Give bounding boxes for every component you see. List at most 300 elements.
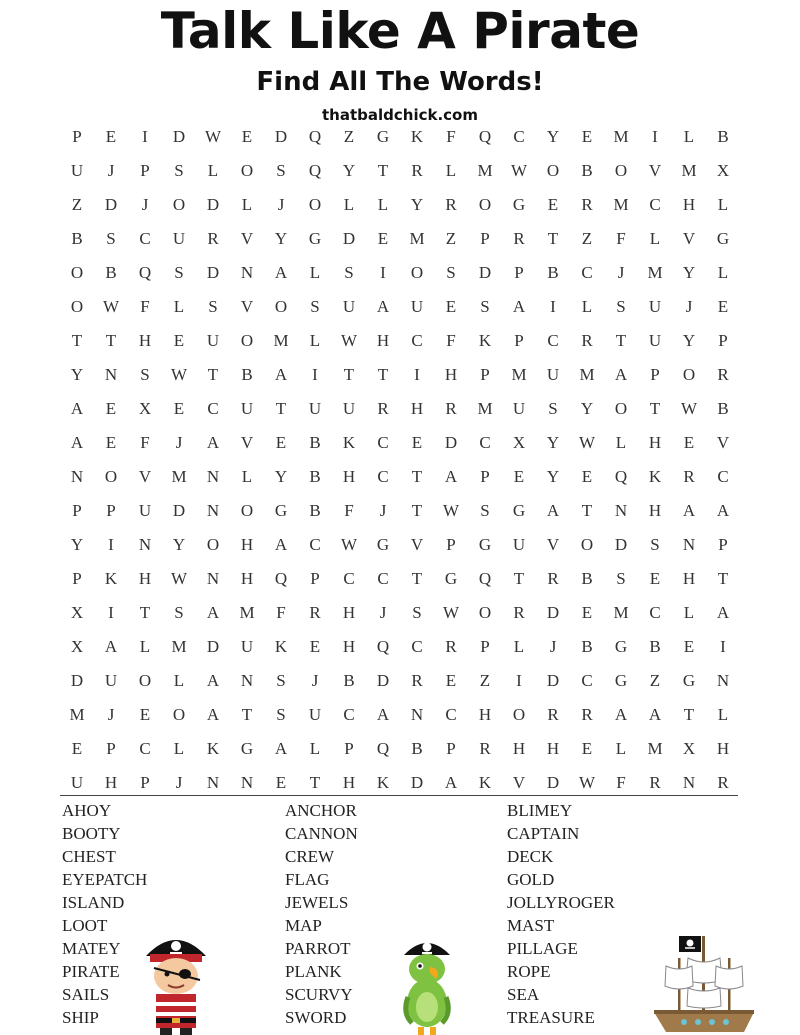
grid-letter: K xyxy=(410,127,424,146)
grid-letter: T xyxy=(275,399,287,418)
grid-letter: I xyxy=(380,263,386,282)
grid-row xyxy=(60,426,740,460)
grid-letter: G xyxy=(512,195,526,214)
grid-letter: B xyxy=(105,263,117,282)
grid-letter: B xyxy=(71,229,83,248)
grid-letter: H xyxy=(104,773,118,792)
grid-letter: H xyxy=(342,637,356,656)
grid-letter: R xyxy=(581,195,593,214)
grid-letter: O xyxy=(614,399,628,418)
word-list-item: CREW xyxy=(285,847,335,866)
grid-letter: G xyxy=(376,127,390,146)
grid-letter: M xyxy=(579,365,595,384)
grid-letter: T xyxy=(71,331,83,350)
grid-letter: U xyxy=(342,297,356,316)
grid-letter: S xyxy=(174,263,184,282)
grid-letter: J xyxy=(685,297,693,316)
grid-letter: U xyxy=(240,637,254,656)
grid-letter: B xyxy=(411,739,423,758)
grid-letter: G xyxy=(376,535,390,554)
word-list-column-1 xyxy=(62,799,147,1029)
grid-letter: K xyxy=(648,467,662,486)
grid-letter: E xyxy=(683,433,695,452)
grid-letter: S xyxy=(616,569,626,588)
grid-letter: N xyxy=(138,535,152,554)
grid-letter: C xyxy=(343,569,355,588)
word-list-item: CANNON xyxy=(285,824,358,843)
grid-letter: S xyxy=(446,263,456,282)
grid-letter: A xyxy=(274,739,288,758)
grid-letter: E xyxy=(445,297,457,316)
grid-letter: U xyxy=(648,331,662,350)
grid-letter: S xyxy=(616,297,626,316)
grid-letter: O xyxy=(308,195,322,214)
grid-letter: G xyxy=(240,739,254,758)
word-list-column-2 xyxy=(285,799,358,1029)
grid-letter: M xyxy=(613,603,629,622)
grid-letter: S xyxy=(310,297,320,316)
grid-letter: C xyxy=(479,433,491,452)
grid-letter: E xyxy=(105,433,117,452)
grid-letter: J xyxy=(549,637,557,656)
grid-letter: N xyxy=(240,263,254,282)
grid-letter: H xyxy=(376,331,390,350)
grid-letter: G xyxy=(444,569,458,588)
grid-letter: L xyxy=(581,297,593,316)
grid-letter: T xyxy=(411,569,423,588)
grid-letter: E xyxy=(275,433,287,452)
grid-letter: D xyxy=(410,773,424,792)
page-title: Talk Like A Pirate xyxy=(160,2,640,60)
grid-letter: X xyxy=(138,399,152,418)
grid-letter: R xyxy=(513,603,525,622)
grid-letter: X xyxy=(70,603,84,622)
grid-letter: C xyxy=(207,399,219,418)
word-list-item: EYEPATCH xyxy=(62,870,148,889)
grid-letter: P xyxy=(140,773,150,792)
grid-letter: P xyxy=(514,331,524,350)
grid-letter: A xyxy=(648,705,662,724)
grid-letter: S xyxy=(480,501,490,520)
grid-letter: V xyxy=(512,773,526,792)
grid-letter: E xyxy=(105,399,117,418)
grid-letter: Y xyxy=(546,433,560,452)
grid-letter: D xyxy=(342,229,356,248)
grid-letter: Q xyxy=(274,569,288,588)
grid-letter: Z xyxy=(479,671,491,690)
grid-letter: K xyxy=(104,569,118,588)
grid-letter: R xyxy=(411,671,423,690)
grid-letter: U xyxy=(104,671,118,690)
grid-letter: C xyxy=(547,331,559,350)
word-list-item: MAST xyxy=(507,916,555,935)
grid-letter: E xyxy=(105,127,117,146)
grid-letter: F xyxy=(344,501,354,520)
grid-letter: N xyxy=(206,501,220,520)
word-list-item: SEA xyxy=(507,985,540,1004)
grid-letter: O xyxy=(478,603,492,622)
grid-letter: S xyxy=(174,161,184,180)
grid-letter: O xyxy=(274,297,288,316)
grid-letter: N xyxy=(206,569,220,588)
grid-letter: I xyxy=(108,535,114,554)
grid-letter: L xyxy=(309,331,321,350)
grid-letter: D xyxy=(172,127,186,146)
word-list-column-3 xyxy=(507,799,615,1029)
grid-letter: U xyxy=(206,331,220,350)
grid-letter: U xyxy=(648,297,662,316)
grid-letter: C xyxy=(445,705,457,724)
grid-letter: Y xyxy=(70,365,84,384)
grid-letter: N xyxy=(716,671,730,690)
word-list-item: PARROT xyxy=(285,939,351,958)
grid-letter: B xyxy=(241,365,253,384)
grid-letter: U xyxy=(512,535,526,554)
grid-letter: Y xyxy=(546,127,560,146)
grid-letter: V xyxy=(682,229,696,248)
grid-letter: Q xyxy=(478,127,492,146)
grid-letter: B xyxy=(581,569,593,588)
grid-row xyxy=(60,154,740,188)
word-list-item: ISLAND xyxy=(62,893,125,912)
grid-letter: A xyxy=(274,263,288,282)
grid-letter: S xyxy=(276,671,286,690)
grid-letter: M xyxy=(477,399,493,418)
grid-letter: F xyxy=(140,433,150,452)
grid-letter: B xyxy=(309,501,321,520)
grid-letter: I xyxy=(312,365,318,384)
grid-letter: S xyxy=(650,535,660,554)
grid-letter: R xyxy=(479,739,491,758)
grid-letter: R xyxy=(411,161,423,180)
word-list-item: GOLD xyxy=(507,870,555,889)
grid-letter: O xyxy=(172,705,186,724)
grid-letter: M xyxy=(647,739,663,758)
grid-letter: V xyxy=(240,229,254,248)
grid-letter: P xyxy=(344,739,354,758)
grid-letter: A xyxy=(444,773,458,792)
grid-letter: S xyxy=(412,603,422,622)
word-list-item: ROPE xyxy=(507,962,551,981)
grid-letter: D xyxy=(614,535,628,554)
grid-letter: T xyxy=(411,501,423,520)
grid-letter: M xyxy=(477,161,493,180)
pirate-boy-icon xyxy=(140,930,212,1035)
grid-letter: M xyxy=(409,229,425,248)
grid-letter: Q xyxy=(478,569,492,588)
grid-letter: D xyxy=(546,671,560,690)
grid-letter: A xyxy=(206,671,220,690)
grid-row xyxy=(60,664,740,698)
grid-letter: H xyxy=(342,467,356,486)
grid-letter: W xyxy=(442,501,460,520)
grid-letter: B xyxy=(717,127,729,146)
word-list-item: CAPTAIN xyxy=(507,824,580,843)
grid-letter: S xyxy=(140,365,150,384)
grid-letter: U xyxy=(410,297,424,316)
grid-letter: P xyxy=(72,569,82,588)
grid-letter: E xyxy=(411,433,423,452)
word-list-item: MAP xyxy=(285,916,322,935)
grid-row xyxy=(60,290,740,324)
grid-letter: Y xyxy=(546,467,560,486)
grid-letter: U xyxy=(546,365,560,384)
grid-letter: G xyxy=(274,501,288,520)
grid-letter: V xyxy=(240,297,254,316)
grid-row xyxy=(60,698,740,732)
grid-letter: R xyxy=(581,331,593,350)
grid-letter: I xyxy=(550,297,556,316)
grid-letter: C xyxy=(411,637,423,656)
grid-letter: P xyxy=(446,739,456,758)
grid-letter: R xyxy=(445,399,457,418)
grid-row xyxy=(60,324,740,358)
grid-letter: E xyxy=(173,399,185,418)
grid-letter: B xyxy=(581,161,593,180)
grid-letter: M xyxy=(239,603,255,622)
grid-letter: F xyxy=(616,773,626,792)
grid-letter: D xyxy=(478,263,492,282)
grid-letter: X xyxy=(716,161,730,180)
grid-letter: E xyxy=(71,739,83,758)
grid-letter: J xyxy=(277,195,285,214)
grid-letter: P xyxy=(140,161,150,180)
grid-letter: W xyxy=(680,399,698,418)
grid-letter: X xyxy=(70,637,84,656)
grid-letter: G xyxy=(614,637,628,656)
grid-letter: A xyxy=(546,501,560,520)
grid-letter: H xyxy=(444,365,458,384)
grid-letter: A xyxy=(376,297,390,316)
grid-letter: J xyxy=(175,433,183,452)
grid-letter: B xyxy=(343,671,355,690)
grid-letter: S xyxy=(276,161,286,180)
grid-letter: S xyxy=(548,399,558,418)
grid-letter: W xyxy=(102,297,120,316)
grid-letter: Y xyxy=(410,195,424,214)
grid-letter: S xyxy=(174,603,184,622)
grid-letter: L xyxy=(649,229,661,248)
grid-letter: R xyxy=(717,773,729,792)
grid-letter: J xyxy=(107,705,115,724)
grid-letter: A xyxy=(70,399,84,418)
grid-letter: A xyxy=(614,365,628,384)
grid-letter: R xyxy=(207,229,219,248)
grid-letter: D xyxy=(206,637,220,656)
grid-letter: O xyxy=(478,195,492,214)
grid-letter: L xyxy=(615,433,627,452)
grid-letter: Y xyxy=(580,399,594,418)
grid-letter: G xyxy=(512,501,526,520)
grid-letter: L xyxy=(173,297,185,316)
grid-letter: N xyxy=(104,365,118,384)
grid-letter: Z xyxy=(445,229,457,248)
grid-letter: O xyxy=(104,467,118,486)
word-list-item: SAILS xyxy=(62,985,110,1004)
grid-letter: O xyxy=(70,297,84,316)
grid-letter: T xyxy=(683,705,695,724)
grid-letter: H xyxy=(682,569,696,588)
grid-letter: P xyxy=(480,365,490,384)
grid-letter: T xyxy=(309,773,321,792)
grid-letter: B xyxy=(309,467,321,486)
word-list-item: TREASURE xyxy=(507,1008,595,1027)
grid-letter: J xyxy=(141,195,149,214)
grid-letter: T xyxy=(343,365,355,384)
grid-letter: H xyxy=(342,773,356,792)
grid-letter: X xyxy=(512,433,526,452)
grid-letter: D xyxy=(70,671,84,690)
grid-letter: B xyxy=(581,637,593,656)
grid-letter: D xyxy=(104,195,118,214)
grid-letter: M xyxy=(511,365,527,384)
grid-letter: A xyxy=(206,705,220,724)
grid-letter: T xyxy=(207,365,219,384)
grid-letter: W xyxy=(340,331,358,350)
grid-letter: S xyxy=(276,705,286,724)
grid-letter: A xyxy=(716,603,730,622)
grid-letter: O xyxy=(240,501,254,520)
grid-row xyxy=(60,120,740,154)
grid-letter: H xyxy=(682,195,696,214)
grid-letter: Q xyxy=(308,161,322,180)
parrot-icon xyxy=(396,935,458,1035)
grid-letter: D xyxy=(376,671,390,690)
grid-letter: T xyxy=(581,501,593,520)
grid-row xyxy=(60,222,740,256)
grid-letter: K xyxy=(376,773,390,792)
grid-letter: Q xyxy=(614,467,628,486)
grid-letter: O xyxy=(70,263,84,282)
grid-letter: K xyxy=(478,331,492,350)
grid-letter: M xyxy=(69,705,85,724)
grid-letter: D xyxy=(274,127,288,146)
grid-row xyxy=(60,596,740,630)
grid-letter: C xyxy=(649,603,661,622)
grid-letter: Y xyxy=(70,535,84,554)
grid-letter: F xyxy=(140,297,150,316)
grid-letter: U xyxy=(342,399,356,418)
grid-letter: G xyxy=(308,229,322,248)
grid-letter: N xyxy=(240,671,254,690)
grid-letter: L xyxy=(717,705,729,724)
grid-letter: K xyxy=(274,637,288,656)
grid-letter: L xyxy=(207,161,219,180)
grid-letter: A xyxy=(376,705,390,724)
grid-letter: V xyxy=(648,161,662,180)
grid-letter: O xyxy=(614,161,628,180)
grid-letter: E xyxy=(581,467,593,486)
grid-letter: I xyxy=(414,365,420,384)
grid-letter: Y xyxy=(274,229,288,248)
grid-letter: Y xyxy=(682,331,696,350)
grid-letter: K xyxy=(206,739,220,758)
grid-letter: Z xyxy=(71,195,83,214)
grid-letter: G xyxy=(478,535,492,554)
grid-letter: H xyxy=(410,399,424,418)
grid-letter: A xyxy=(206,603,220,622)
grid-letter: A xyxy=(274,535,288,554)
grid-letter: L xyxy=(717,195,729,214)
grid-letter: T xyxy=(513,569,525,588)
grid-letter: L xyxy=(377,195,389,214)
grid-letter: I xyxy=(142,127,148,146)
grid-letter: E xyxy=(377,229,389,248)
grid-letter: Q xyxy=(376,637,390,656)
grid-letter: I xyxy=(720,637,726,656)
grid-letter: J xyxy=(617,263,625,282)
grid-letter: A xyxy=(70,433,84,452)
grid-letter: R xyxy=(445,195,457,214)
grid-letter: H xyxy=(240,535,254,554)
grid-letter: L xyxy=(683,603,695,622)
grid-letter: J xyxy=(311,671,319,690)
grid-letter: P xyxy=(480,229,490,248)
grid-letter: N xyxy=(682,535,696,554)
grid-letter: H xyxy=(512,739,526,758)
word-list-item: JOLLYROGER xyxy=(507,893,615,912)
grid-letter: L xyxy=(309,739,321,758)
grid-letter: P xyxy=(72,501,82,520)
grid-letter: B xyxy=(717,399,729,418)
grid-letter: W xyxy=(170,365,188,384)
grid-letter: S xyxy=(344,263,354,282)
grid-letter: U xyxy=(240,399,254,418)
grid-letter: L xyxy=(615,739,627,758)
grid-letter: V xyxy=(716,433,730,452)
grid-letter: C xyxy=(513,127,525,146)
grid-letter: R xyxy=(547,569,559,588)
grid-letter: E xyxy=(513,467,525,486)
grid-letter: M xyxy=(273,331,289,350)
grid-letter: F xyxy=(276,603,286,622)
grid-letter: W xyxy=(510,161,528,180)
grid-row xyxy=(60,494,740,528)
grid-letter: E xyxy=(173,331,185,350)
grid-letter: K xyxy=(342,433,356,452)
grid-letter: J xyxy=(379,501,387,520)
grid-letter: U xyxy=(512,399,526,418)
grid-letter: V xyxy=(410,535,424,554)
grid-letter: L xyxy=(173,671,185,690)
grid-letter: O xyxy=(682,365,696,384)
grid-letter: L xyxy=(445,161,457,180)
grid-letter: Y xyxy=(342,161,356,180)
grid-letter: E xyxy=(309,637,321,656)
grid-letter: R xyxy=(513,229,525,248)
grid-letter: R xyxy=(309,603,321,622)
grid-letter: O xyxy=(172,195,186,214)
grid-letter: H xyxy=(716,739,730,758)
page-subtitle: Find All The Words! xyxy=(256,67,544,97)
grid-letter: E xyxy=(581,739,593,758)
grid-letter: H xyxy=(478,705,492,724)
grid-letter: I xyxy=(652,127,658,146)
grid-letter: E xyxy=(581,603,593,622)
grid-letter: N xyxy=(682,773,696,792)
grid-letter: L xyxy=(683,127,695,146)
grid-letter: C xyxy=(139,739,151,758)
grid-letter: L xyxy=(717,263,729,282)
grid-letter: V xyxy=(138,467,152,486)
grid-letter: C xyxy=(377,569,389,588)
word-list-item: BOOTY xyxy=(62,824,121,843)
grid-letter: R xyxy=(581,705,593,724)
grid-letter: C xyxy=(377,433,389,452)
pirate-ship-icon xyxy=(648,932,760,1035)
grid-letter: C xyxy=(139,229,151,248)
grid-letter: Z xyxy=(649,671,661,690)
